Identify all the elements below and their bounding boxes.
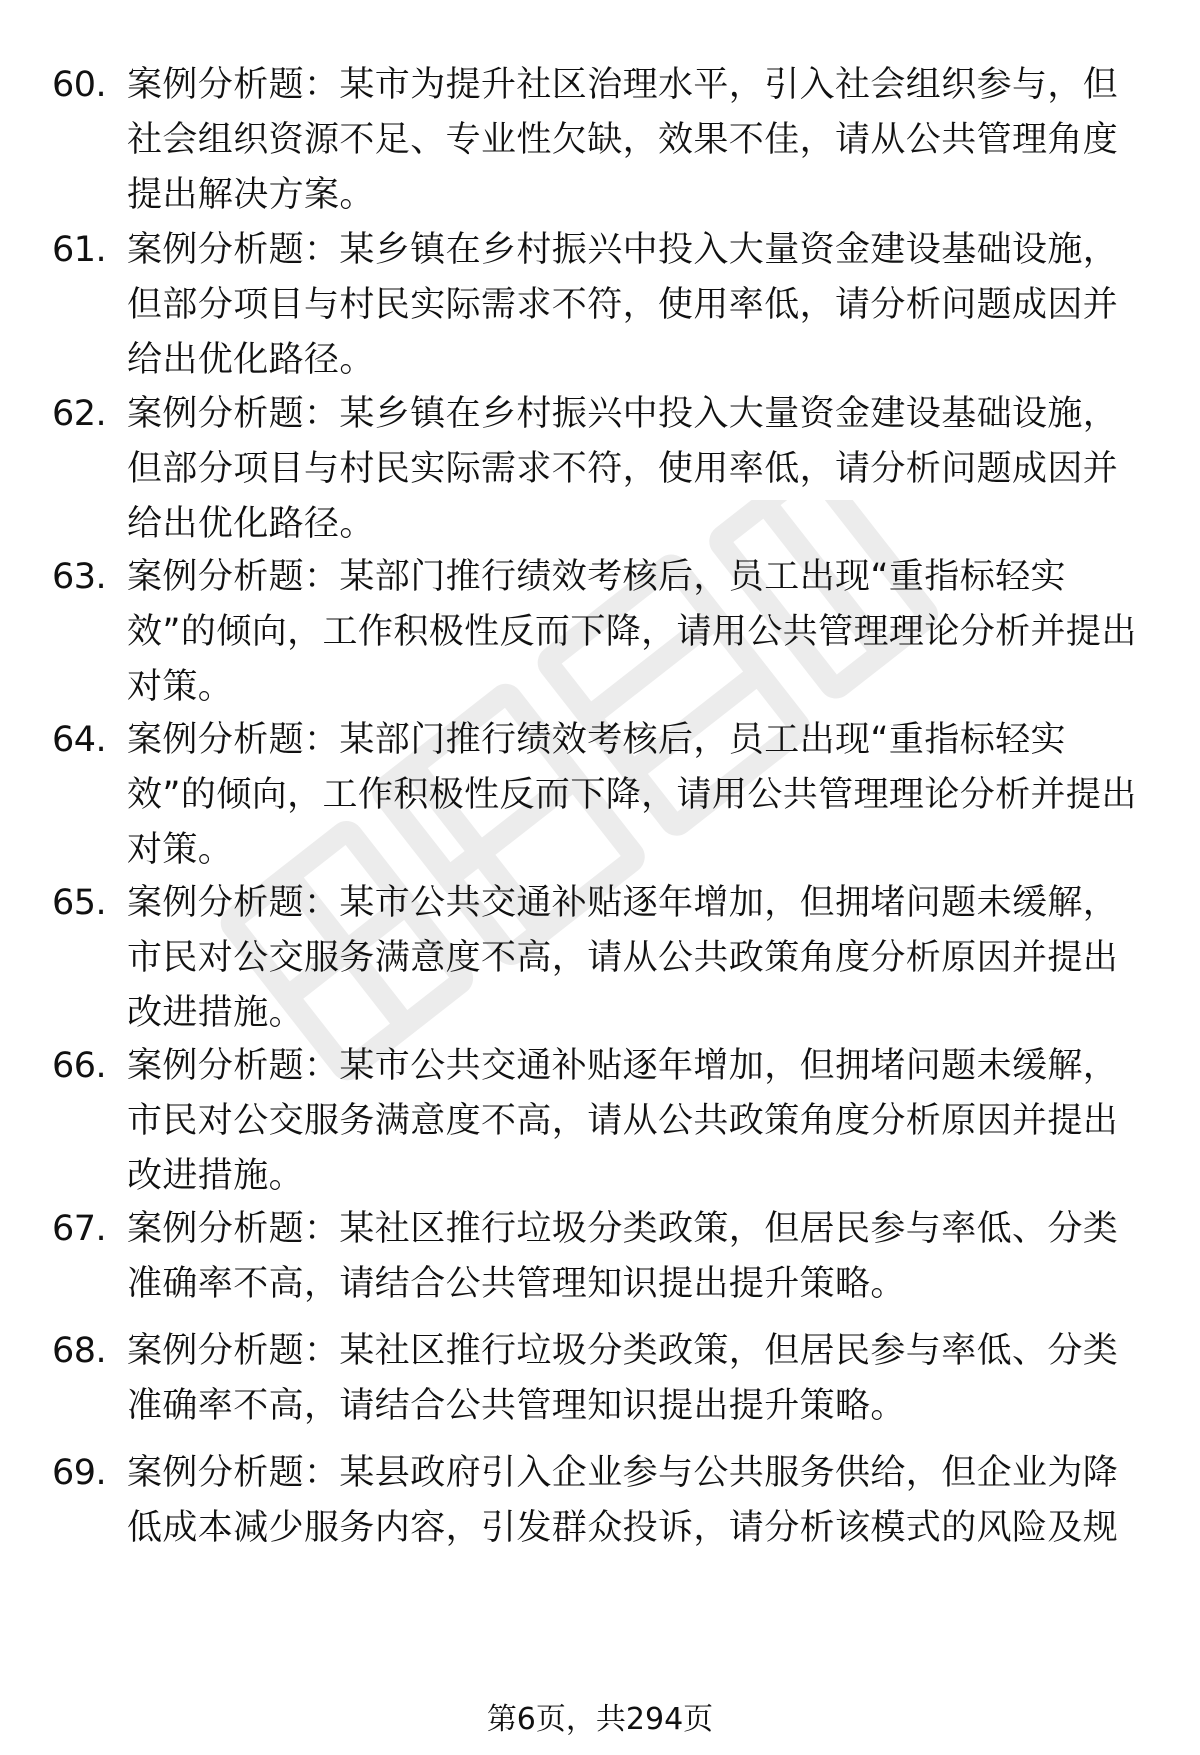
question-text: 案例分析题：某市公共交通补贴逐年增加，但拥堵问题未缓解，市民对公交服务满意度不高，请从公共政策角度分析原因并提出改进措施。 [127, 1046, 1119, 1196]
question-text: 案例分析题：某市为提升社区治理水平，引入社会组织参与，但社会组织资源不足、专业性欠缺，效果不佳，请从公共管理角度提出解决方案。 [127, 65, 1119, 215]
question-list [0, 58, 1200, 1556]
question-number: 66. [52, 1046, 107, 1086]
question-text: 案例分析题：某市公共交通补贴逐年增加，但拥堵问题未缓解，市民对公交服务满意度不高，请从公共政策角度分析原因并提出改进措施。 [127, 883, 1119, 1033]
page-footer: 第6页，共294页 [486, 1702, 714, 1737]
question-number: 67. [52, 1209, 107, 1249]
question-item-62 [0, 387, 1200, 550]
question-item-60 [0, 58, 1200, 223]
question-number: 62. [52, 394, 107, 434]
question-text: 案例分析题：某社区推行垃圾分类政策，但居民参与率低、分类准确率不高，请结合公共管理知识提出提升策略。 [127, 1209, 1119, 1304]
question-item-67 [0, 1202, 1200, 1324]
question-number: 65. [52, 883, 107, 923]
question-item-61 [0, 223, 1200, 387]
question-number: 61. [52, 230, 107, 270]
question-item-68 [0, 1324, 1200, 1446]
question-text: 案例分析题：某部门推行绩效考核后，员工出现“重指标轻实效”的倾向，工作积极性反而下降，请用公共管理理论分析并提出对策。 [127, 557, 1137, 707]
question-text: 案例分析题：某社区推行垃圾分类政策，但居民参与率低、分类准确率不高，请结合公共管理知识提出提升策略。 [127, 1331, 1119, 1426]
question-text: 案例分析题：某县政府引入企业参与公共服务供给，但企业为降低成本减少服务内容，引发群众投诉，请分析该模式的风险及规 [127, 1453, 1119, 1548]
question-text: 案例分析题：某乡镇在乡村振兴中投入大量资金建设基础设施，但部分项目与村民实际需求不符，使用率低，请分析问题成因并给出优化路径。 [127, 230, 1119, 380]
question-item-64 [0, 713, 1200, 876]
question-number: 60. [52, 65, 107, 105]
question-number: 68. [52, 1331, 107, 1371]
question-item-63 [0, 550, 1200, 713]
question-item-65 [0, 876, 1200, 1039]
question-number: 63. [52, 557, 107, 597]
question-item-69 [0, 1446, 1200, 1556]
question-text: 案例分析题：某部门推行绩效考核后，员工出现“重指标轻实效”的倾向，工作积极性反而下降，请用公共管理理论分析并提出对策。 [127, 720, 1137, 870]
question-text: 案例分析题：某乡镇在乡村振兴中投入大量资金建设基础设施，但部分项目与村民实际需求不符，使用率低，请分析问题成因并给出优化路径。 [127, 394, 1119, 544]
question-number: 69. [52, 1453, 107, 1493]
question-number: 64. [52, 720, 107, 760]
question-item-66 [0, 1039, 1200, 1202]
